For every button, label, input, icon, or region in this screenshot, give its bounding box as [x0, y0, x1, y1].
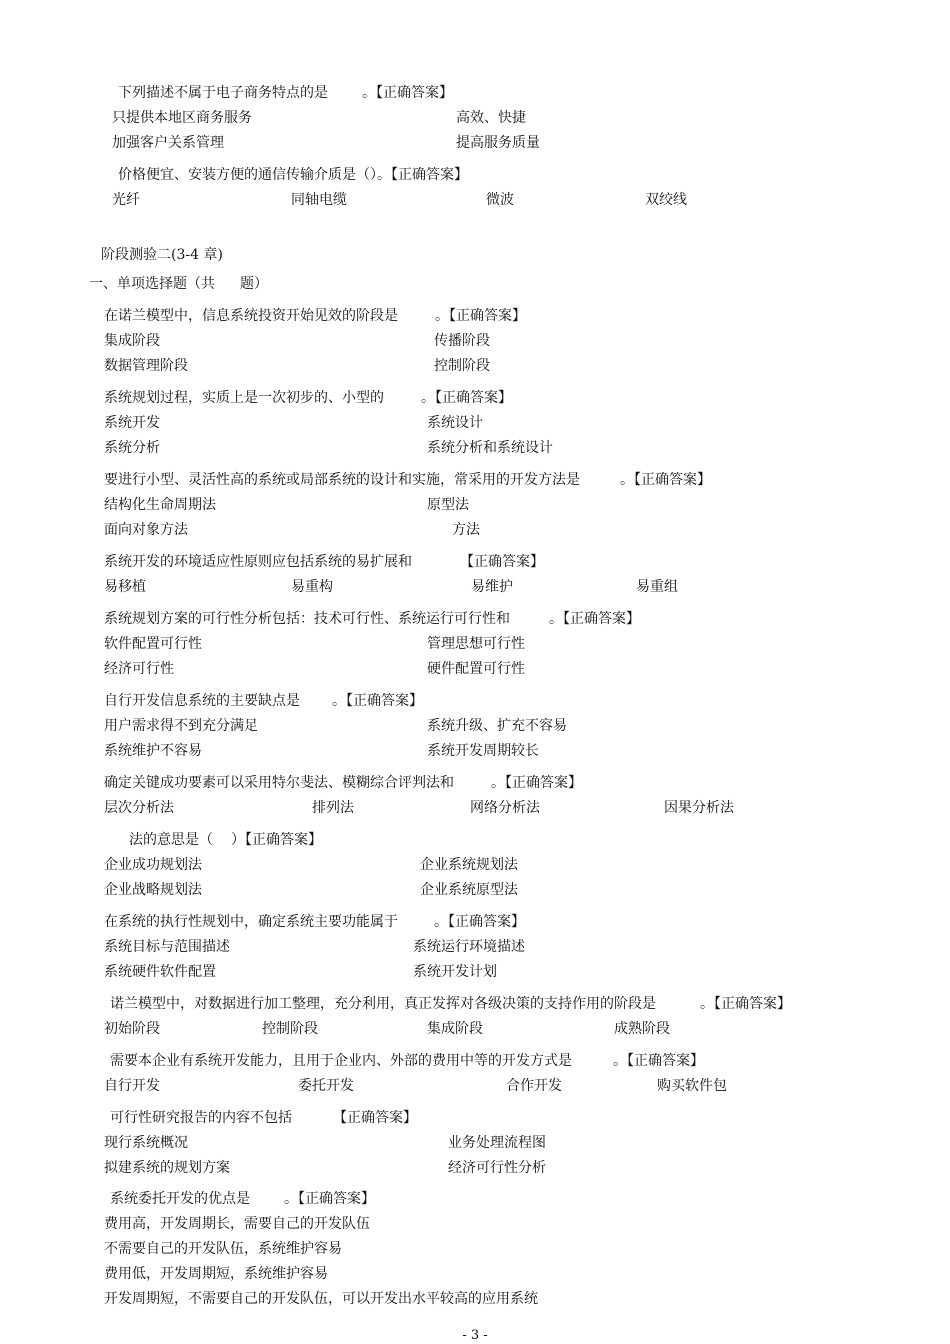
option-a: 用户需求得不到充分满足	[104, 718, 258, 734]
answer-marker: 。【正确答案】	[491, 775, 582, 791]
option-c: 易维护	[471, 579, 513, 595]
option-a: 易移植	[104, 579, 146, 595]
option-c: 系统分析	[104, 440, 160, 456]
option-c: 数据管理阶段	[104, 358, 188, 374]
option-b: 业务处理流程图	[448, 1135, 546, 1151]
option-d: 双绞线	[645, 192, 687, 208]
question-stem: 可行性研究报告的内容不包括	[110, 1110, 292, 1126]
option-a: 系统目标与范围描述	[104, 939, 230, 955]
option-a: 企业成功规划法	[104, 857, 202, 873]
option-c: 经济可行性	[104, 661, 174, 677]
option-a: 自行开发	[104, 1078, 160, 1094]
question-stem: 系统规划过程，实质上是一次初步的、小型的	[104, 390, 384, 406]
question-stem: 自行开发信息系统的主要缺点是	[104, 693, 300, 709]
option-a: 光纤	[112, 192, 140, 208]
option-b: 企业系统规划法	[420, 857, 518, 873]
option-b: 传播阶段	[434, 333, 490, 349]
section-title: 阶段测验二(3-4 章)	[101, 247, 223, 263]
question-stem: 系统开发的环境适应性原则应包括系统的易扩展和	[104, 554, 412, 570]
question-stem: 诺兰模型中，对数据进行加工整理，充分利用，真正发挥对各级决策的支持作用的阶段是	[110, 996, 656, 1012]
option-a: 结构化生命周期法	[104, 497, 216, 513]
answer-marker: 【正确答案】	[333, 1110, 417, 1126]
option-d: 成熟阶段	[614, 1021, 670, 1037]
answer-marker: 。【正确答案】	[421, 390, 512, 406]
option-c: 费用低，开发周期短，系统维护容易	[104, 1266, 328, 1282]
option-a: 集成阶段	[104, 333, 160, 349]
option-d: 方法	[452, 522, 480, 538]
answer-marker: 。【正确答案】	[332, 693, 423, 709]
question-stem: 确定关键成功要素可以采用特尔斐法、模糊综合评判法和	[104, 775, 454, 791]
option-c: 网络分析法	[470, 800, 540, 816]
option-c: 面向对象方法	[104, 522, 188, 538]
option-a: 费用高，开发周期长，需要自己的开发队伍	[104, 1216, 370, 1232]
option-d: 系统开发周期较长	[427, 743, 539, 759]
answer-marker: 。【正确答案】	[613, 1053, 704, 1069]
option-a: 现行系统概况	[104, 1135, 188, 1151]
option-b: 高效、快捷	[456, 110, 526, 126]
option-d: 易重组	[636, 579, 678, 595]
option-a: 初始阶段	[104, 1021, 160, 1037]
option-d: 开发周期短，不需要自己的开发队伍，可以开发出水平较高的应用系统	[104, 1291, 538, 1307]
answer-marker: 。【正确答案】	[434, 914, 525, 930]
question-stem: 价格便宜、安装方便的通信传输介质是（）。【正确答案】	[118, 167, 468, 183]
option-b: 同轴电缆	[291, 192, 347, 208]
option-a: 软件配置可行性	[104, 636, 202, 652]
question-stem: 下列描述不属于电子商务特点的是	[118, 85, 328, 101]
option-b: 原型法	[427, 497, 469, 513]
option-d: 控制阶段	[434, 358, 490, 374]
option-c: 系统硬件软件配置	[104, 964, 216, 980]
option-d: 企业系统原型法	[420, 882, 518, 898]
answer-marker: 。【正确答案】	[700, 996, 791, 1012]
answer-marker: 【正确答案】	[460, 554, 544, 570]
option-a: 系统开发	[104, 415, 160, 431]
option-a: 层次分析法	[104, 800, 174, 816]
answer-marker: ）【正确答案】	[231, 832, 322, 848]
question-stem: 系统规划方案的可行性分析包括：技术可行性、系统运行可行性和	[104, 611, 510, 627]
option-d: 经济可行性分析	[448, 1160, 546, 1176]
answer-marker: 。【正确答案】	[362, 85, 453, 101]
option-b: 委托开发	[298, 1078, 354, 1094]
option-c: 合作开发	[506, 1078, 562, 1094]
option-b: 排列法	[312, 800, 354, 816]
question-stem: 系统委托开发的优点是	[110, 1191, 250, 1207]
option-c: 微波	[486, 192, 514, 208]
answer-marker: 。【正确答案】	[549, 611, 640, 627]
question-stem: 法的意思是（	[129, 832, 213, 848]
question-stem: 要进行小型、灵活性高的系统或局部系统的设计和实施，常采用的开发方法是	[104, 472, 580, 488]
option-b: 系统升级、扩充不容易	[427, 718, 567, 734]
option-d: 硬件配置可行性	[427, 661, 525, 677]
page-number: - 3 -	[462, 1328, 488, 1343]
option-b: 易重构	[291, 579, 333, 595]
option-c: 系统维护不容易	[104, 743, 202, 759]
section-subtitle: 一、单项选择题（共	[89, 276, 215, 292]
option-c: 拟建系统的规划方案	[104, 1160, 230, 1176]
option-d: 提高服务质量	[456, 135, 540, 151]
option-b: 系统运行环境描述	[413, 939, 525, 955]
question-stem: 需要本企业有系统开发能力，且用于企业内、外部的费用中等的开发方式是	[110, 1053, 572, 1069]
option-d: 系统分析和系统设计	[427, 440, 553, 456]
answer-marker: 。【正确答案】	[435, 308, 526, 324]
option-a: 只提供本地区商务服务	[112, 110, 252, 126]
section-subtitle-end: 题）	[240, 276, 268, 292]
option-d: 系统开发计划	[413, 964, 497, 980]
option-b: 控制阶段	[262, 1021, 318, 1037]
option-c: 集成阶段	[427, 1021, 483, 1037]
question-stem: 在系统的执行性规划中，确定系统主要功能属于	[104, 914, 398, 930]
option-c: 企业战略规划法	[104, 882, 202, 898]
option-d: 购买软件包	[657, 1078, 727, 1094]
option-b: 管理思想可行性	[427, 636, 525, 652]
answer-marker: 。【正确答案】	[284, 1191, 375, 1207]
option-b: 不需要自己的开发队伍，系统维护容易	[104, 1241, 342, 1257]
option-c: 加强客户关系管理	[112, 135, 224, 151]
option-b: 系统设计	[427, 415, 483, 431]
question-stem: 在诺兰模型中，信息系统投资开始见效的阶段是	[104, 308, 398, 324]
answer-marker: 。【正确答案】	[620, 472, 711, 488]
option-d: 因果分析法	[664, 800, 734, 816]
